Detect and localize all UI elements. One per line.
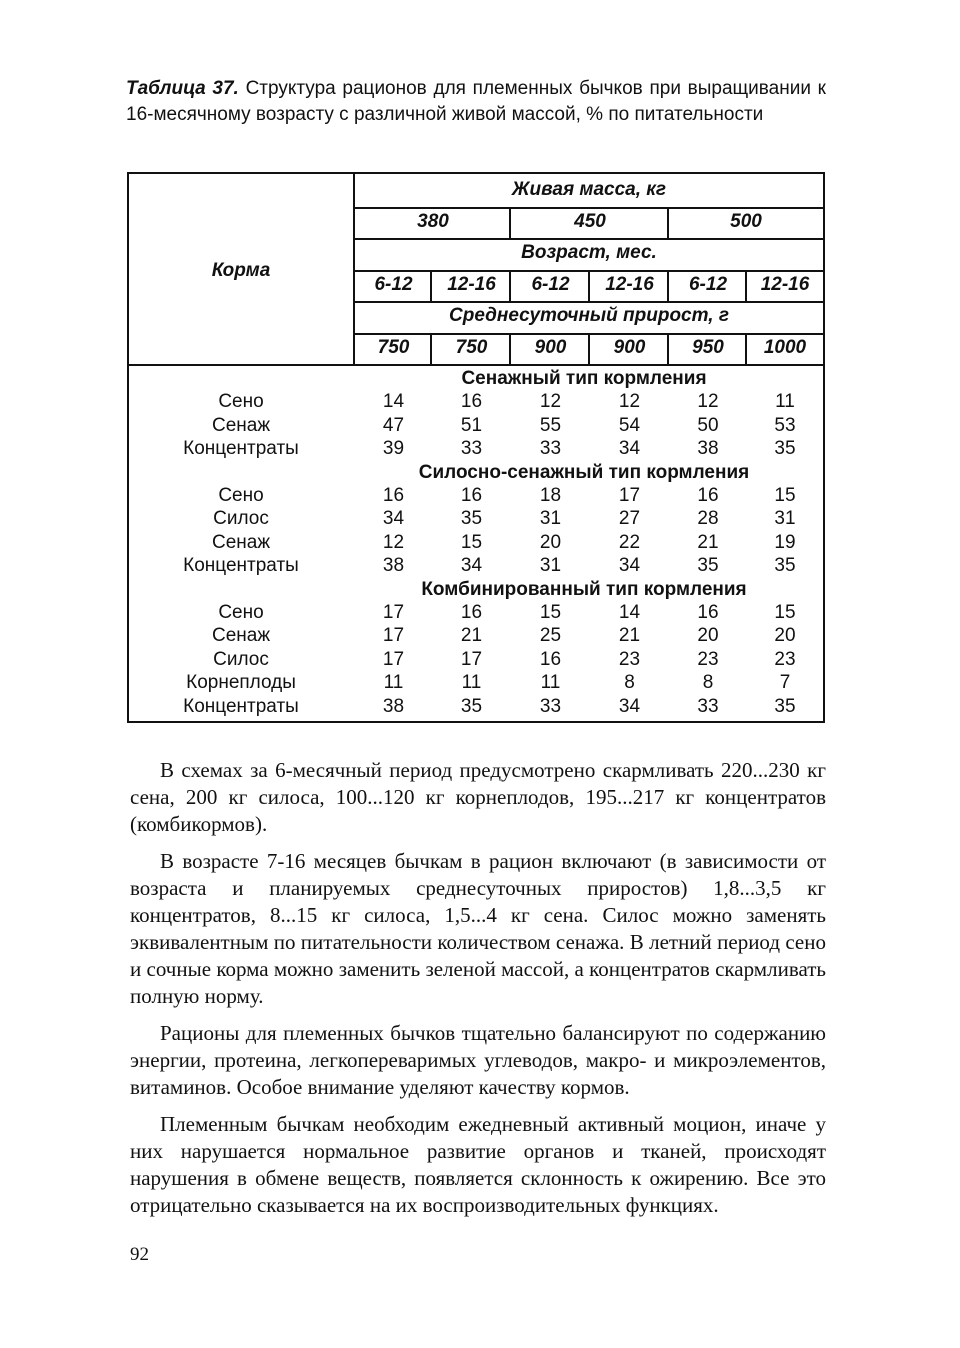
gain-cell: 900 (534, 337, 567, 358)
daily-gain-header: Среднесуточный прирост, г (449, 305, 729, 326)
value-cell: 38 (382, 555, 405, 577)
value-cell: 51 (460, 414, 483, 436)
mass-header-450: 450 (574, 211, 606, 232)
age-cell: 6-12 (688, 274, 728, 295)
value-cell: 25 (539, 625, 562, 647)
table-rule (355, 301, 823, 303)
value-cell: 11 (540, 672, 561, 694)
table-caption (126, 76, 826, 128)
value-cell: 17 (382, 625, 405, 647)
value-cell: 19 (774, 531, 796, 553)
feed-name: Концентраты (183, 695, 299, 717)
value-cell: 11 (383, 672, 404, 694)
feed-name: Силос (213, 648, 269, 670)
value-cell: 34 (618, 695, 641, 717)
value-cell: 11 (461, 672, 482, 694)
value-cell: 33 (539, 695, 562, 717)
value-cell: 17 (382, 602, 405, 623)
value-cell: 14 (382, 391, 405, 413)
ration-structure-table (127, 172, 825, 723)
value-cell: 16 (382, 485, 405, 506)
value-cell: 17 (460, 648, 483, 670)
age-cell: 12-16 (447, 274, 496, 295)
value-cell: 38 (697, 438, 719, 460)
value-cell: 35 (774, 695, 796, 717)
value-cell: 12 (618, 391, 641, 413)
value-cell: 11 (775, 391, 795, 413)
value-cell: 34 (460, 555, 483, 577)
feed-name: Сено (218, 485, 264, 506)
table-caption-label: Таблица 37. (126, 78, 239, 99)
value-cell: 7 (779, 672, 791, 694)
age-cell: 12-16 (760, 274, 810, 295)
gain-cell: 750 (377, 337, 410, 358)
feed-name: Сено (218, 602, 264, 623)
feed-name: Корнеплоды (186, 672, 296, 694)
feed-name: Концентраты (183, 555, 299, 577)
page-number: 92 (130, 1244, 149, 1265)
value-cell: 27 (618, 508, 641, 530)
mass-header-380: 380 (417, 211, 449, 232)
value-cell: 15 (774, 485, 796, 506)
age-cell: 12-16 (605, 274, 654, 295)
value-cell: 50 (697, 414, 719, 436)
feed-name: Силос (213, 508, 269, 530)
feed-name: Сенаж (211, 414, 271, 436)
value-cell: 15 (460, 531, 483, 553)
section-title: Силосно-сенажный тип кормления (418, 461, 750, 483)
value-cell: 8 (702, 672, 714, 694)
value-cell: 21 (618, 625, 641, 647)
value-cell: 23 (697, 648, 719, 670)
value-cell: 35 (697, 555, 719, 577)
feed-name: Сенаж (211, 625, 271, 647)
value-cell: 53 (774, 414, 796, 436)
value-cell: 38 (382, 695, 405, 717)
value-cell: 23 (618, 648, 641, 670)
value-cell: 16 (539, 648, 562, 670)
value-cell: 35 (774, 438, 796, 460)
value-cell: 31 (774, 508, 796, 530)
value-cell: 33 (697, 695, 719, 717)
value-cell: 21 (697, 531, 719, 553)
paragraph: Рационы для племенных бычков тщательно балансируют по содержанию энергии, протеина, легкопереваримых углеводов, макро- и микроэлементов, витаминов. Особое внимание уделяют качеству кормов. (130, 1021, 826, 1099)
value-cell: 8 (624, 672, 635, 694)
paragraph: Племенным бычкам необходим ежедневный активный моцион, иначе у них нарушается нормальное развитие органов и тканей, происходят нарушения в обмене веществ, появляется склонность к ожирению. Все это отрицательно сказывается на их воспроизводительных функциях. (130, 1112, 826, 1217)
mass-header-500: 500 (730, 211, 762, 232)
paragraph: В схемах за 6-месячный период предусмотрено скармливать 220...230 кг сена, 200 кг силоса, 100...120 кг корнеплодов, 195...217 кг концентратов (комбикормов). (130, 758, 826, 836)
table-rule (355, 238, 823, 240)
section-title: Сенажный тип кормления (461, 368, 707, 389)
gain-cell: 750 (455, 337, 488, 358)
feed-column-header: Корма (211, 260, 271, 281)
value-cell: 22 (618, 531, 641, 553)
value-cell: 20 (539, 531, 562, 553)
value-cell: 35 (460, 508, 483, 530)
value-cell: 47 (382, 414, 405, 436)
table-rule (355, 207, 823, 209)
value-cell: 17 (618, 485, 641, 506)
value-cell: 12 (382, 531, 405, 553)
value-cell: 34 (618, 438, 641, 460)
value-cell: 18 (539, 485, 562, 506)
value-cell: 33 (460, 438, 483, 460)
age-cell: 6-12 (374, 274, 413, 295)
feed-name: Сенаж (211, 531, 271, 553)
value-cell: 31 (539, 508, 562, 530)
section-title: Комбинированный тип кормления (421, 578, 747, 600)
value-cell: 20 (697, 625, 719, 647)
value-cell: 21 (460, 625, 483, 647)
value-cell: 16 (460, 391, 483, 413)
table-rule (129, 364, 823, 366)
value-cell: 16 (697, 485, 719, 506)
value-cell: 34 (382, 508, 405, 530)
body-text (130, 757, 826, 1229)
gain-cell: 950 (692, 337, 724, 358)
value-cell: 14 (618, 602, 641, 623)
value-cell: 12 (697, 391, 719, 413)
value-cell: 28 (697, 508, 719, 530)
value-cell: 15 (539, 602, 562, 623)
paragraph: В возрасте 7-16 месяцев бычкам в рацион включают (в зависимости от возраста и планируемых среднесуточных приростов) 1,8...3,5 кг концентратов, 8...15 кг силоса, 1,5...4 кг сена. Силос можно заменять эквивалентным по питательности количеством сенажа. В летний период сено и сочные корма можно заменить зеленой массой, а концентратов скармливать полную норму. (130, 849, 826, 1008)
table-rule (353, 174, 355, 364)
value-cell: 55 (539, 414, 562, 436)
value-cell: 16 (460, 602, 483, 623)
value-cell: 12 (539, 391, 562, 413)
value-cell: 15 (774, 602, 796, 623)
table-caption-text: Структура рационов для племенных бычков при выращивании к 16-месячному возрасту с различной живой массой, % по питательности (126, 78, 826, 125)
value-cell: 33 (539, 438, 562, 460)
feed-name: Сено (218, 391, 264, 413)
value-cell: 20 (774, 625, 796, 647)
value-cell: 35 (774, 555, 796, 577)
value-cell: 35 (460, 695, 483, 717)
value-cell: 17 (382, 648, 405, 670)
value-cell: 54 (618, 414, 641, 436)
value-cell: 16 (460, 485, 483, 506)
age-cell: 6-12 (531, 274, 570, 295)
feed-name: Концентраты (183, 438, 299, 460)
value-cell: 23 (774, 648, 796, 670)
value-cell: 39 (382, 438, 405, 460)
value-cell: 34 (618, 555, 641, 577)
value-cell: 31 (539, 555, 562, 577)
value-cell: 16 (697, 602, 719, 623)
live-mass-header: Живая масса, кг (511, 179, 667, 200)
gain-cell: 900 (613, 337, 646, 358)
gain-cell: 1000 (763, 337, 807, 358)
age-header: Возраст, мес. (521, 242, 657, 263)
